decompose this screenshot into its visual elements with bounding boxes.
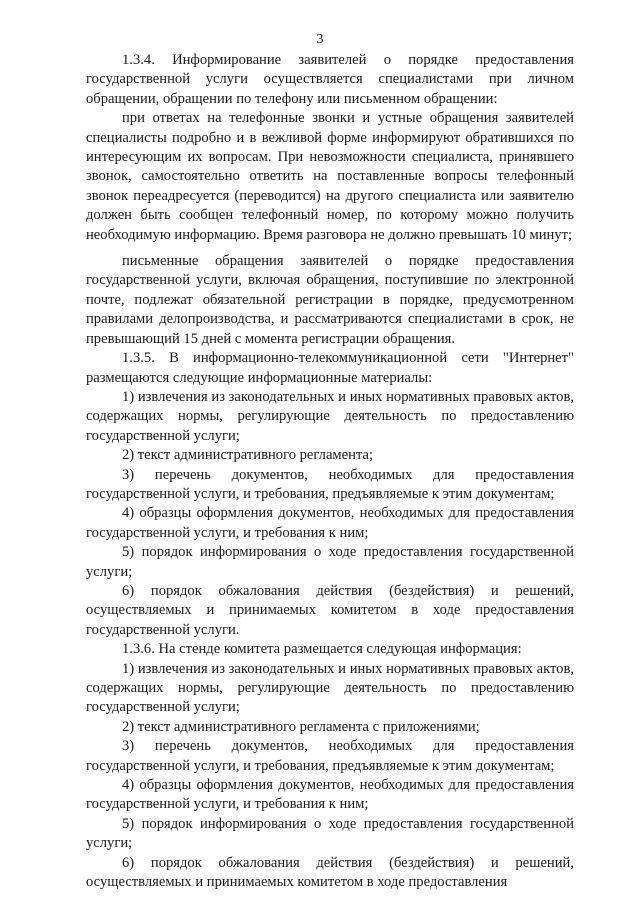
list-item-internet-6: 6) порядок обжалования действия (бездействия) и решений, осуществляемых и принимаемых комитетом в ходе предоставления государственной услуги. bbox=[86, 582, 574, 638]
paragraph-1-3-4: 1.3.4. Информирование заявителей о порядке предоставления государственной услуги осуществляется специалистами при личном обращении, обращении по телефону или письменном обращении: bbox=[86, 52, 574, 107]
list-item-stand-1: 1) извлечения из законодательных и иных нормативных правовых актов, содержащих нормы, регулирующие деятельность по предоставлению государственной услуги; bbox=[86, 660, 574, 716]
paragraph-1-3-5: 1.3.5. В информационно-телекоммуникационной сети "Интернет" размещаются следующие информационные материалы: bbox=[86, 350, 574, 386]
list-item-stand-5: 5) порядок информирования о ходе предоставления государственной услуги; bbox=[86, 815, 574, 852]
list-item-stand-3: 3) перечень документов, необходимых для предоставления государственной услуги, и требования, предъявляемые к этим документам; bbox=[86, 738, 574, 774]
list-item-internet-1: 1) извлечения из законодательных и иных нормативных правовых актов, содержащих нормы, регулирующие деятельность по предоставлению государственной услуги; bbox=[86, 388, 574, 444]
list-item-stand-4: 4) образцы оформления документов, необходимых для предоставления государственной услуги, и требования к ним; bbox=[86, 777, 574, 813]
list-item-stand-6: 6) порядок обжалования действия (бездействия) и решений, осуществляемых и принимаемых комитетом в ходе предоставления bbox=[86, 854, 574, 891]
paragraph-1-3-6: 1.3.6. На стенде комитета размещается следующая информация: bbox=[122, 641, 522, 658]
list-item-internet-3: 3) перечень документов, необходимых для предоставления государственной услуги, и требования, предъявляемые к этим документам; bbox=[86, 466, 574, 502]
page-number: 3 bbox=[316, 32, 324, 47]
list-item-internet-5: 5) порядок информирования о ходе предоставления государственной услуги; bbox=[86, 544, 574, 580]
list-item-internet-4: 4) образцы оформления документов, необходимых для предоставления государственной услуги, и требования к ним; bbox=[86, 505, 574, 541]
list-item-internet-2: 2) текст административного регламента; bbox=[122, 447, 374, 464]
paragraph-written-inquiries: письменные обращения заявителей о порядке предоставления государственной услуги, включая обращения, поступившие по электронной почте, подлежат обязательной регистрации в порядке, предусмотренном правилами делопроизводства, и рассматриваются специалистами в срок, не превышающий 15 дней с момента регистрации обращения. bbox=[86, 253, 574, 347]
paragraph-phone-inquiries: при ответах на телефонные звонки и устные обращения заявителей специалисты подробно и в вежливой форме информируют обратившихся по интересующим их вопросам. При невозможности специалиста, принявшего звонок, самостоятельно ответить на поставленные вопросы телефонный звонок переадресуется (переводится) на другого специалиста или заявителю должен быть сообщен телефонный номер, по которому можно получить необходимую информацию. Время разговора не должно превышать 10 минут; bbox=[86, 110, 574, 243]
document-body bbox=[86, 51, 574, 892]
list-item-stand-2: 2) текст административного регламента с приложениями; bbox=[122, 718, 480, 735]
